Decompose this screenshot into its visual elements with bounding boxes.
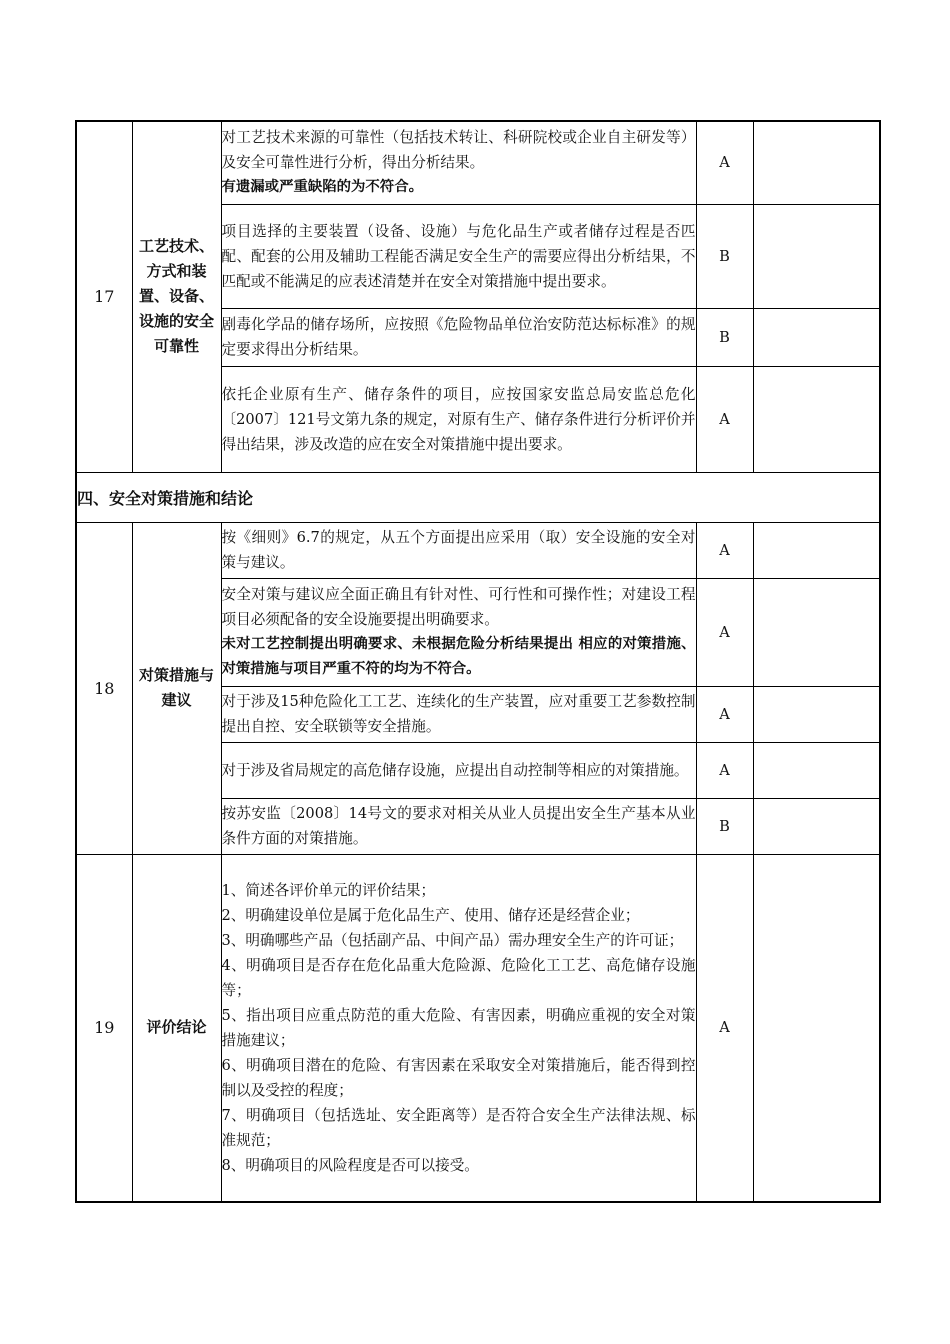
grade-cell: A (696, 686, 753, 742)
section-heading: 四、安全对策措施和结论 (76, 472, 880, 522)
conclusion-line: 2、明确建设单位是属于危化品生产、使用、储存还是经营企业； (221, 906, 640, 924)
blank-cell (753, 121, 880, 204)
row-number: 19 (76, 854, 132, 1202)
conclusion-line: 3、明确哪些产品（包括副产品、中间产品）需办理安全生产的许可证； (221, 931, 684, 949)
section-row (76, 472, 880, 522)
requirement-cell (221, 204, 696, 308)
table-row (76, 121, 880, 204)
requirement-text: 依托企业原有生产、储存条件的项目，应按国家安监总局安监总危化〔2007〕121号文第九条的规定，对原有生产、储存条件进行分析评价并得出结果，涉及改造的应在安全对策措施中提出要求。 (221, 385, 696, 453)
review-item: 工艺技术、方式和装置、设备、设施的安全可靠性 (132, 121, 221, 472)
requirement-cell (221, 742, 696, 798)
grade-cell: A (696, 121, 753, 204)
blank-cell (753, 578, 880, 686)
blank-cell (753, 366, 880, 472)
grade-cell: A (696, 578, 753, 686)
requirement-cell (221, 686, 696, 742)
blank-cell (753, 204, 880, 308)
review-item: 对策措施与建议 (132, 522, 221, 854)
blank-cell (753, 522, 880, 578)
requirement-cell (221, 121, 696, 204)
requirement-text: 按《细则》6.7的规定，从五个方面提出应采用（取）安全设施的安全对策与建议。 (221, 529, 696, 571)
conclusion-line: 8、明确项目的风险程度是否可以接受。 (221, 1156, 479, 1174)
review-item: 评价结论 (132, 854, 221, 1202)
grade-cell: A (696, 522, 753, 578)
conclusion-line: 5、指出项目应重点防范的重大危险、有害因素，明确应重视的安全对策措施建议； (221, 1006, 696, 1049)
blank-cell (753, 308, 880, 366)
requirement-cell (221, 578, 696, 686)
requirement-cell (221, 854, 696, 1202)
review-checklist-table (75, 120, 881, 1203)
table-row (76, 854, 880, 1202)
noncompliance-note: 有遗漏或严重缺陷的为不符合。 (221, 179, 423, 196)
requirement-text: 对于涉及15种危险化工工艺、连续化的生产装置，应对重要工艺参数控制提出自控、安全联锁等安全措施。 (221, 693, 696, 735)
table-row (76, 522, 880, 578)
requirement-cell (221, 308, 696, 366)
conclusion-line: 7、明确项目（包括选址、安全距离等）是否符合安全生产法律法规、标准规范； (221, 1106, 696, 1149)
conclusion-line: 4、明确项目是否存在危化品重大危险源、危险化工工艺、高危储存设施等； (221, 956, 696, 999)
conclusion-line: 6、明确项目潜在的危险、有害因素在采取安全对策措施后，能否得到控制以及受控的程度； (221, 1056, 696, 1099)
grade-cell: A (696, 742, 753, 798)
row-number: 17 (76, 121, 132, 472)
blank-cell (753, 686, 880, 742)
conclusion-line: 1、简述各评价单元的评价结果； (221, 881, 436, 899)
requirement-text: 项目选择的主要装置（设备、设施）与危化品生产或者储存过程是否匹配、配套的公用及辅助工程能否满足安全生产的需要应得出分析结果，不匹配或不能满足的应表述清楚并在安全对策措施中提出要求。 (221, 222, 696, 290)
grade-cell: B (696, 204, 753, 308)
grade-cell: A (696, 854, 753, 1202)
noncompliance-note: 未对工艺控制提出明确要求、未根据危险分析结果提出 相应的对策措施、对策措施与项目严重不符的均为不符合。 (221, 636, 696, 677)
requirement-cell (221, 798, 696, 854)
requirement-text: 按苏安监〔2008〕14号文的要求对相关从业人员提出安全生产基本从业条件方面的对策措施。 (221, 805, 696, 847)
requirement-text: 对工艺技术来源的可靠性（包括技术转让、科研院校或企业自主研发等）及安全可靠性进行分析，得出分析结果。 (221, 129, 696, 172)
requirement-cell (221, 522, 696, 578)
blank-cell (753, 798, 880, 854)
grade-cell: B (696, 308, 753, 366)
row-number: 18 (76, 522, 132, 854)
requirement-cell (221, 366, 696, 472)
blank-cell (753, 854, 880, 1202)
grade-cell: A (696, 366, 753, 472)
requirement-text: 对于涉及省局规定的高危储存设施，应提出自动控制等相应的对策措施。 (221, 761, 689, 779)
blank-cell (753, 742, 880, 798)
requirement-text: 安全对策与建议应全面正确且有针对性、可行性和可操作性；对建设工程项目必须配备的安全设施要提出明确要求。 (221, 586, 696, 628)
grade-cell: B (696, 798, 753, 854)
requirement-text: 剧毒化学品的储存场所，应按照《危险物品单位治安防范达标标准》的规定要求得出分析结果。 (221, 316, 696, 358)
